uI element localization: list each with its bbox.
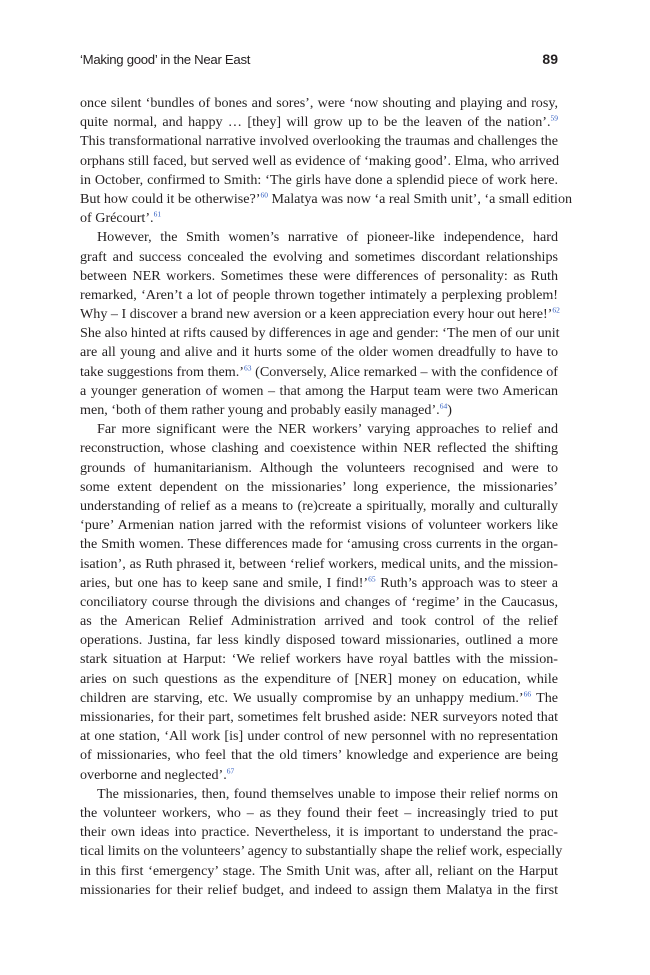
line-text: orphans still faced, but served well as evidence of ‘making good’. Elma, who arrived (80, 152, 560, 169)
text-line (80, 804, 558, 823)
footnote-marker[interactable]: 62 (552, 305, 560, 315)
line-text: a younger generation of women – that among the Harput team were two American (80, 382, 558, 399)
text-line (80, 862, 558, 881)
text-line (80, 171, 558, 190)
line-text: take suggestions from them.’ (80, 363, 244, 380)
footnote-marker[interactable]: 67 (226, 765, 235, 775)
line-text: operations. Justina, far less kindly disposed toward missionaries, outlined a more (80, 632, 558, 649)
text-line (80, 497, 558, 516)
text-line (80, 881, 558, 900)
line-text-continued: The (531, 689, 558, 706)
line-text: This transformational narrative involved overlooking the traumas and challenges the (80, 133, 558, 150)
text-line (80, 286, 558, 305)
line-text: reconstruction, whose clashing and coexistence within NER reflected the shifting (80, 440, 558, 457)
footnote-marker[interactable]: 61 (153, 209, 162, 219)
text-line (80, 535, 558, 554)
line-text: their own ideas into practice. Nevertheless, it is important to understand the prac- (80, 824, 558, 841)
line-text: missionaries, for their part, sometimes felt brushed aside: NER surveyors noted that (80, 709, 558, 725)
page-number: 89 (542, 51, 558, 67)
text-line (80, 516, 558, 535)
line-text-continued: (Conversely, Alice remarked – with the confidence of (251, 363, 558, 380)
text-line (80, 209, 558, 228)
line-text: men, ‘both of them rather young and probably easily managed’. (80, 402, 440, 418)
line-text-continued: ) (447, 402, 452, 418)
line-text: ‘pure’ Armenian nation jarred with the reformist visions of volunteer workers like (80, 517, 558, 534)
line-text: the volunteer workers, who – as they found their feet – increasingly tried to put (80, 804, 558, 821)
line-text: Far more significant were the NER workers’ varying approaches to relief and (97, 421, 558, 438)
line-text-continued: Malatya was now ‘a real Smith unit’, ‘a small edition (267, 190, 573, 207)
text-line (80, 574, 558, 593)
line-text: once silent ‘bundles of bones and sores’, were ‘now shouting and playing and rosy, (80, 95, 558, 111)
text-line (80, 152, 558, 171)
footnote-marker[interactable]: 66 (523, 689, 532, 699)
line-text: overborne and neglected’. (80, 766, 227, 783)
text-line (80, 708, 558, 727)
text-line (80, 132, 558, 151)
line-text: of missionaries, who feel that the old timers’ knowledge and experience are being (80, 747, 558, 764)
line-text: in October, confirmed to Smith: ‘The girls have done a splendid piece of work here. (80, 171, 558, 188)
text-line (80, 401, 558, 420)
text-line (80, 612, 558, 631)
running-head: ‘Making good’ in the Near East (80, 52, 251, 67)
text-line (80, 785, 558, 804)
line-text: aries on such questions as the expenditure of [NER] money on education, while (80, 670, 558, 687)
text-line (80, 363, 558, 382)
page-header (80, 52, 558, 72)
text-line (80, 343, 558, 362)
text-line (80, 823, 558, 842)
text-line (80, 305, 558, 324)
text-line (80, 382, 558, 401)
line-text: children are starving, etc. We usually compromise by an unhappy medium.’ (80, 689, 524, 706)
line-text: stark situation at Harput: ‘We relief workers have royal battles with the mission- (80, 651, 558, 668)
text-line (80, 631, 558, 650)
line-text: at one station, ‘All work [is] under control of new personnel with no representation (80, 728, 558, 745)
text-line (80, 650, 558, 669)
text-line (80, 555, 558, 574)
footnote-marker[interactable]: 64 (439, 401, 448, 411)
line-text: aries, but one has to keep sane and smile, I find!’ (80, 574, 369, 591)
line-text-continued: Ruth’s approach was to steer a (375, 574, 558, 591)
text-line (80, 248, 558, 267)
footnote-marker[interactable]: 60 (260, 190, 268, 200)
footnote-marker[interactable]: 65 (368, 574, 376, 583)
text-line (80, 727, 558, 746)
text-line (80, 267, 558, 286)
text-line (80, 420, 558, 439)
line-text: some extent dependent on the missionaries’ long experience, the missionaries’ (80, 478, 558, 495)
text-line (80, 190, 573, 209)
text-line (80, 459, 558, 478)
line-text: understanding of relief as a means to (re)create a spiritually, morally and culturally (80, 497, 558, 514)
line-text: graft and success concealed the evolving and sometimes discordant relationships (80, 248, 558, 265)
line-text: Why – I discover a brand new aversion or a keen appreciation every hour out here!’ (80, 306, 553, 323)
line-text: quite normal, and happy … [they] will grow up to be the leaven of the nation’. (80, 114, 551, 131)
text-line (80, 228, 558, 247)
line-text: missionaries for their relief budget, and indeed to assign them Malatya in the first (80, 881, 558, 898)
body-text (80, 94, 573, 900)
line-text: The missionaries, then, found themselves unable to impose their relief norms on (97, 785, 558, 802)
text-line (80, 113, 558, 132)
text-line (80, 593, 558, 612)
text-line (80, 689, 558, 708)
line-text: However, the Smith women’s narrative of pioneer-like independence, hard (97, 229, 558, 246)
text-line (80, 670, 558, 689)
line-text: tical limits on the volunteers’ agency to substantially shape the relief work, especially (80, 843, 563, 860)
text-line (80, 766, 558, 785)
footnote-marker[interactable]: 59 (550, 113, 558, 123)
text-line (80, 478, 558, 497)
line-text: conciliatory course through the divisions and changes of ‘regime’ in the Caucasus, (80, 593, 558, 610)
line-text: as the American Relief Administration arrived and took control of the relief (80, 613, 558, 630)
text-line (80, 324, 558, 343)
footnote-marker[interactable]: 63 (243, 362, 252, 372)
line-text: She also hinted at rifts caused by differences in age and gender: ‘The men of our unit (80, 325, 560, 342)
text-line (80, 94, 558, 113)
line-text: isation’, as Ruth phrased it, between ‘relief workers, medical units, and the mission- (80, 555, 558, 572)
text-line (80, 439, 558, 458)
line-text: in this first ‘emergency’ stage. The Smith Unit was, after all, reliant on the Harput (80, 862, 558, 879)
line-text: remarked, ‘Aren’t a lot of people thrown together intimately a perplexing problem! (80, 286, 558, 303)
line-text: are all young and alive and it hurts some of the older women dreadfully to have to (80, 344, 558, 361)
line-text: of Grécourt’. (80, 210, 154, 227)
text-line (80, 746, 558, 765)
line-text: between NER workers. Sometimes these were differences of personality: as Ruth (80, 267, 558, 284)
line-text: the Smith women. These differences made for ‘amusing cross currents in the organ- (80, 536, 558, 553)
text-line (80, 842, 563, 861)
line-text: grounds of humanitarianism. Although the volunteers recognised and were to (80, 459, 558, 476)
line-text: But how could it be otherwise?’ (80, 190, 261, 207)
